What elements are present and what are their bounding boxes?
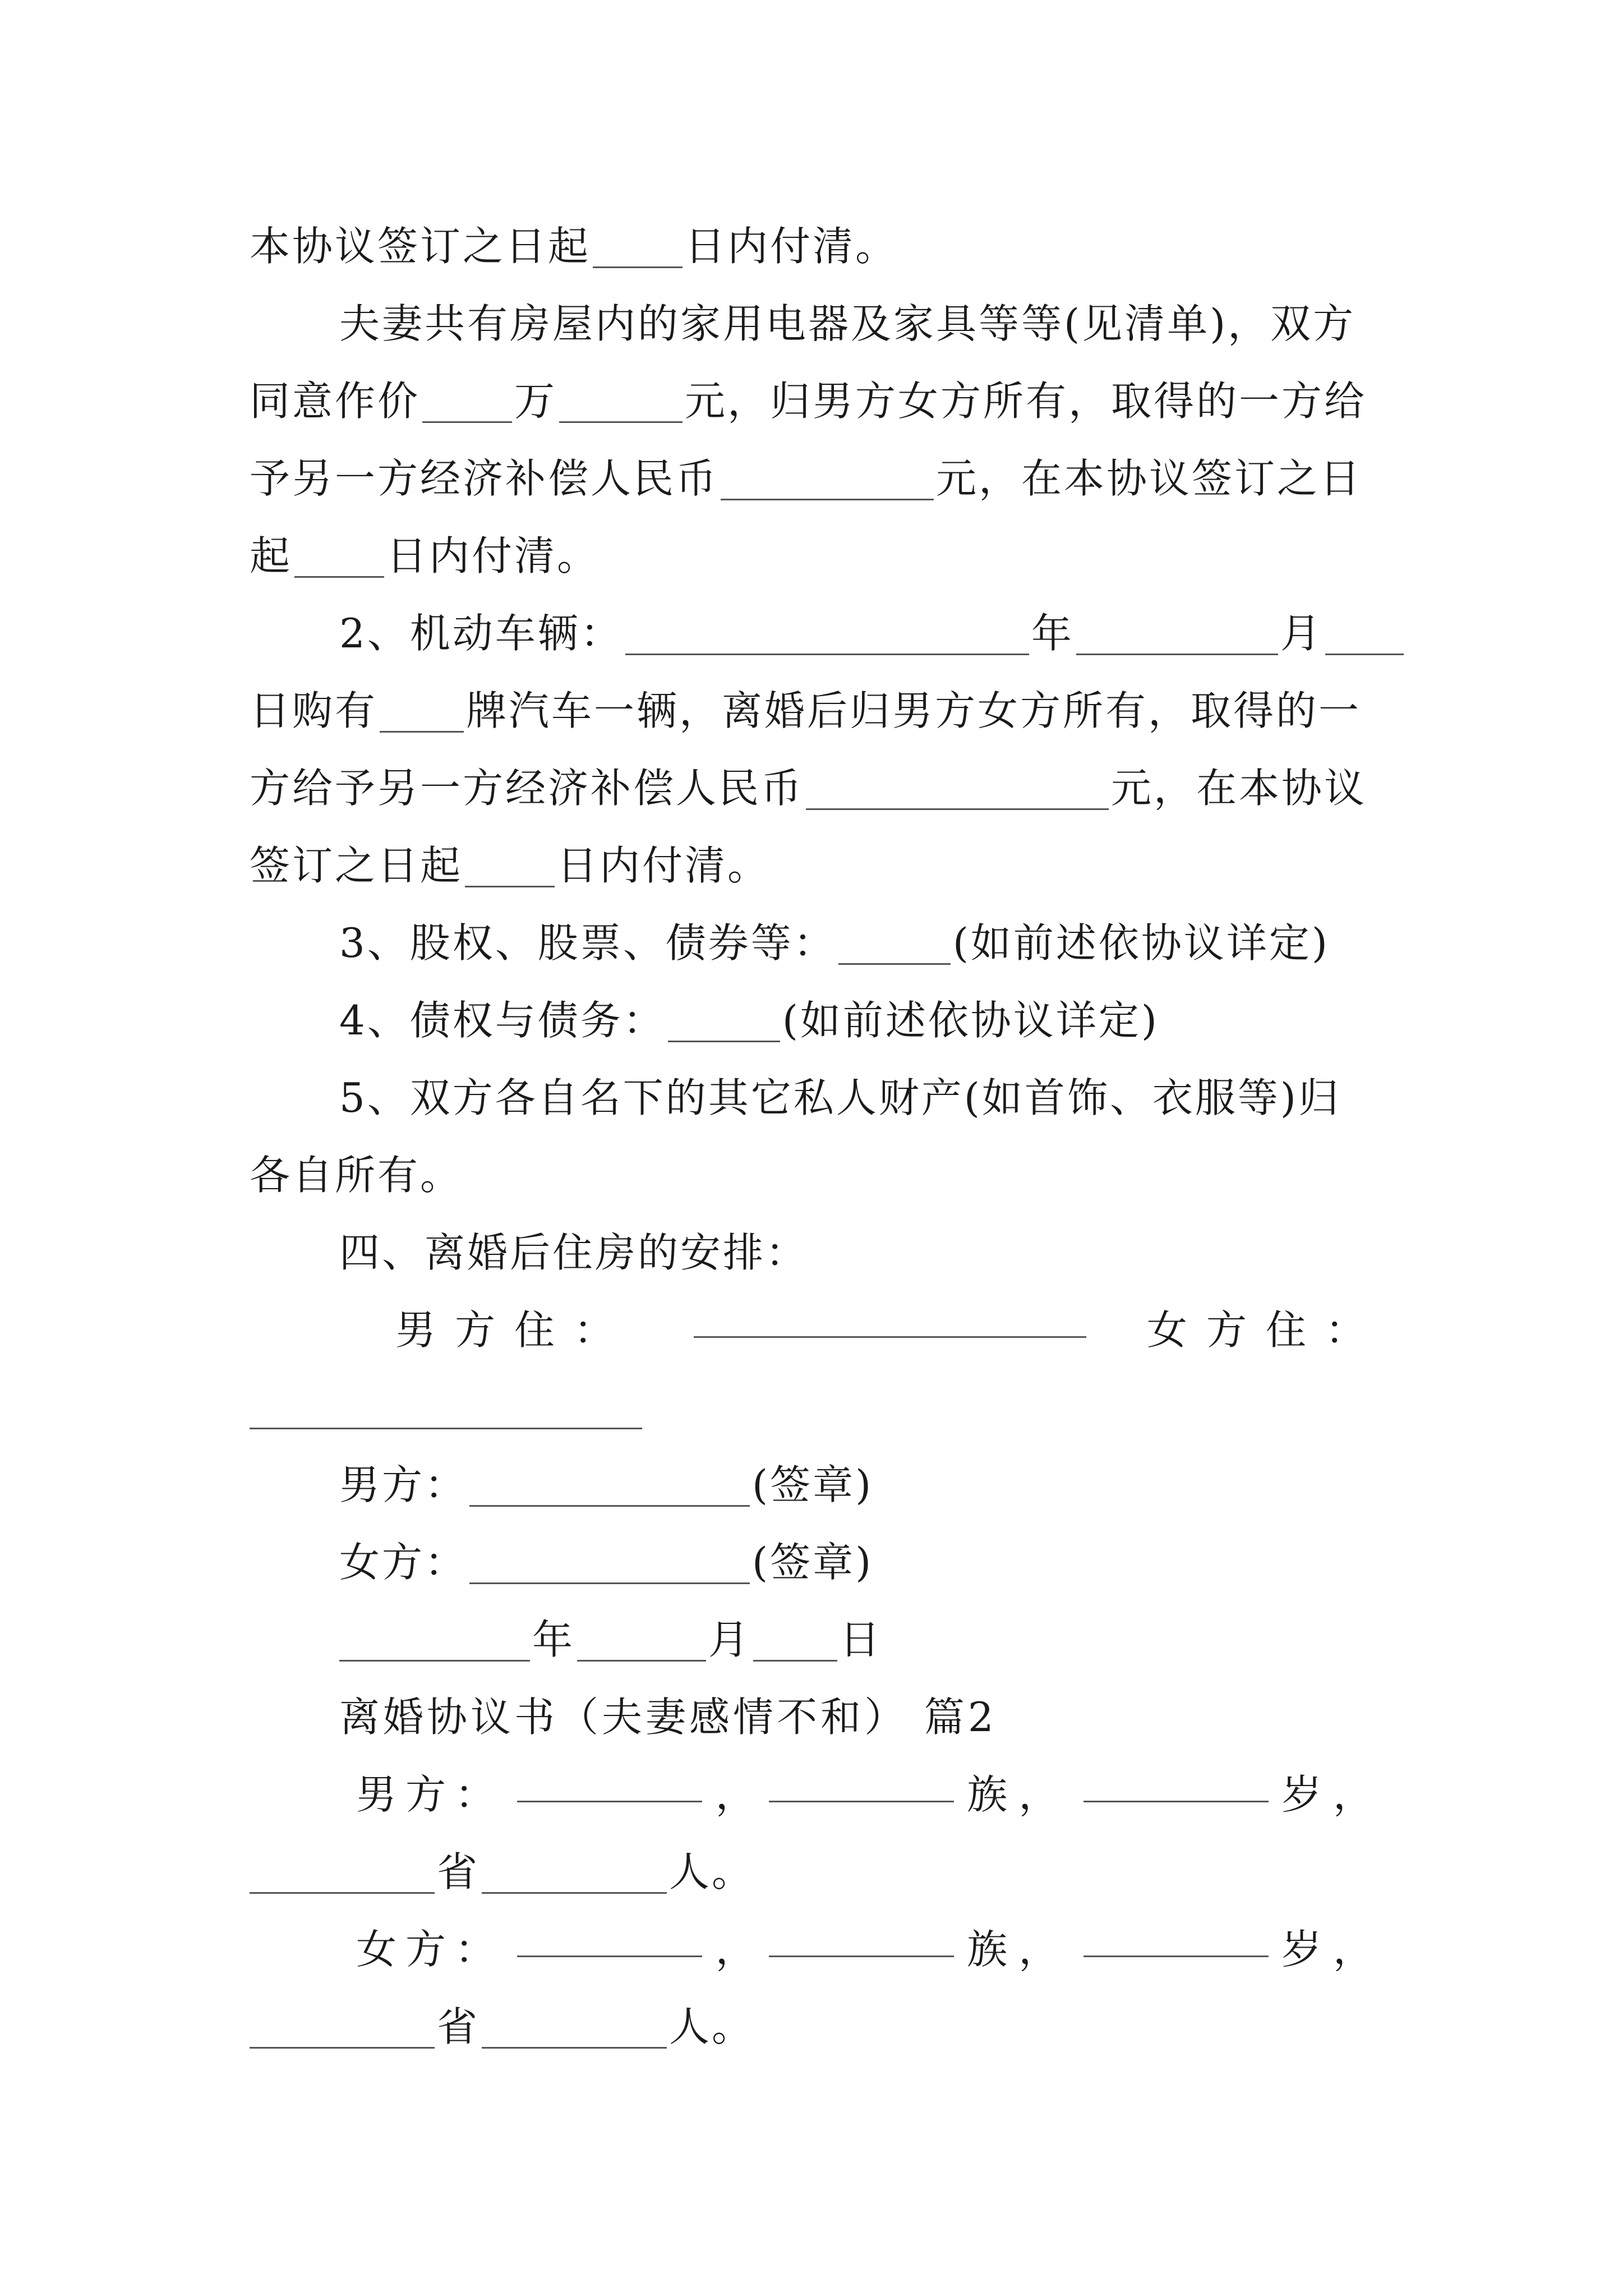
text-segment: 3、股权、股票、债券等： bbox=[339, 919, 836, 967]
female-housing-label: 女方住： bbox=[1146, 1306, 1385, 1354]
item-equity-line bbox=[250, 904, 1385, 982]
text-segment: 各自所有。 bbox=[250, 1152, 463, 1199]
fill-blank[interactable] bbox=[838, 918, 951, 965]
fill-blank[interactable] bbox=[559, 376, 683, 423]
item-private-property-line bbox=[250, 1137, 1385, 1214]
paragraph-appliances-line bbox=[250, 362, 1385, 440]
city-blank[interactable] bbox=[482, 1847, 667, 1894]
male-info-line-continued bbox=[250, 1833, 1385, 1911]
text-segment: 月 bbox=[1280, 610, 1323, 657]
text-segment: 本协议签订之日起 bbox=[250, 223, 591, 270]
date-line bbox=[250, 1601, 1385, 1678]
text-segment: 岁， bbox=[1281, 1926, 1385, 1973]
male-info-line bbox=[250, 1756, 1385, 1833]
text-segment: (签章) bbox=[752, 1461, 874, 1508]
ethnic-blank[interactable] bbox=[769, 1911, 954, 1957]
fill-blank[interactable] bbox=[380, 686, 464, 733]
signature-female-line bbox=[250, 1524, 1385, 1601]
text-segment: 同意作价 bbox=[250, 378, 421, 425]
housing-line bbox=[250, 1291, 1385, 1369]
city-blank[interactable] bbox=[482, 2002, 667, 2049]
text-segment: 年 bbox=[532, 1616, 575, 1663]
section-title bbox=[250, 1678, 1385, 1756]
text-segment: 起 bbox=[250, 532, 293, 579]
paragraph-appliances-line bbox=[250, 517, 1385, 595]
text-segment: (如前述依协议详定) bbox=[952, 919, 1330, 967]
signature-blank[interactable] bbox=[469, 1460, 750, 1507]
item-debt-line bbox=[250, 982, 1385, 1059]
text-segment: ， bbox=[715, 1771, 756, 1818]
text-segment: 离婚协议书（夫妻感情不和） 篇2 bbox=[339, 1694, 997, 1741]
signature-blank[interactable] bbox=[469, 1538, 750, 1584]
text-segment: 省 bbox=[437, 2003, 480, 2050]
housing-line-continued bbox=[250, 1369, 1385, 1446]
fill-blank[interactable] bbox=[1325, 609, 1404, 655]
name-blank[interactable] bbox=[517, 1756, 702, 1802]
text-segment: 岁， bbox=[1281, 1771, 1385, 1818]
fill-blank[interactable] bbox=[806, 763, 1109, 810]
text-segment: ， bbox=[715, 1926, 756, 1973]
text-segment: 2、机动车辆： bbox=[339, 610, 623, 657]
fill-blank[interactable] bbox=[668, 996, 780, 1042]
fill-blank[interactable] bbox=[422, 376, 512, 423]
text-segment: 四、离婚后住房的安排： bbox=[339, 1229, 809, 1276]
fill-blank[interactable] bbox=[1076, 609, 1278, 655]
fill-blank[interactable] bbox=[694, 1291, 1086, 1338]
year-blank[interactable] bbox=[339, 1615, 530, 1662]
female-info-line bbox=[250, 1911, 1385, 1988]
text-line bbox=[250, 208, 1385, 285]
text-segment: 族， bbox=[967, 1771, 1071, 1818]
text-segment: 方给予另一方经济补偿人民币 bbox=[250, 765, 804, 812]
text-segment: 元，在本协议 bbox=[1111, 765, 1367, 812]
ethnic-blank[interactable] bbox=[769, 1756, 954, 1802]
text-segment: 日内付清。 bbox=[685, 223, 898, 270]
text-segment: 日内付清。 bbox=[386, 532, 600, 579]
age-blank[interactable] bbox=[1083, 1911, 1269, 1957]
text-segment: 省 bbox=[437, 1848, 480, 1895]
text-segment: 男方： bbox=[339, 1461, 468, 1508]
text-segment: 元，归男方女方所有，取得的一方给 bbox=[685, 378, 1367, 425]
text-segment: 月 bbox=[708, 1616, 751, 1663]
month-blank[interactable] bbox=[577, 1615, 706, 1662]
text-segment: 元，在本协议签订之日 bbox=[936, 455, 1363, 502]
fill-blank[interactable] bbox=[250, 1383, 642, 1429]
day-blank[interactable] bbox=[753, 1615, 837, 1662]
text-segment: 日内付清。 bbox=[557, 842, 771, 889]
text-segment: 夫妻共有房屋内的家用电器及家具等等(见清单)，双方 bbox=[339, 300, 1356, 347]
text-segment: 日 bbox=[840, 1616, 883, 1663]
text-segment: 签订之日起 bbox=[250, 842, 463, 889]
text-segment: 5、双方各自名下的其它私人财产(如首饰、衣服等)归 bbox=[339, 1074, 1341, 1121]
province-blank[interactable] bbox=[250, 2002, 435, 2049]
paragraph-vehicle-line bbox=[250, 672, 1385, 749]
text-segment: 4、债权与债务： bbox=[339, 997, 666, 1044]
text-segment: (签章) bbox=[752, 1539, 874, 1586]
age-blank[interactable] bbox=[1083, 1756, 1269, 1802]
item-private-property-line bbox=[250, 1059, 1385, 1137]
text-segment: 予另一方经济补偿人民币 bbox=[250, 455, 719, 502]
female-label: 女方： bbox=[356, 1926, 505, 1973]
fill-blank[interactable] bbox=[625, 609, 1029, 655]
text-segment: (如前述依协议详定) bbox=[782, 997, 1159, 1044]
male-housing-label: 男方住： bbox=[395, 1306, 634, 1354]
text-segment: 族， bbox=[967, 1926, 1071, 1973]
text-segment: 人。 bbox=[669, 1848, 755, 1895]
text-segment: 日购有 bbox=[250, 687, 378, 734]
fill-blank[interactable] bbox=[294, 531, 384, 578]
male-label: 男方： bbox=[356, 1771, 505, 1818]
paragraph-appliances-line bbox=[250, 285, 1385, 362]
text-segment: 年 bbox=[1031, 610, 1074, 657]
paragraph-vehicle-line bbox=[250, 827, 1385, 904]
paragraph-vehicle-line bbox=[250, 595, 1385, 672]
text-segment: 女方： bbox=[339, 1539, 468, 1586]
fill-blank[interactable] bbox=[721, 454, 934, 500]
signature-male-line bbox=[250, 1446, 1385, 1524]
province-blank[interactable] bbox=[250, 1847, 435, 1894]
text-segment: 牌汽车一辆，离婚后归男方女方所有，取得的一 bbox=[466, 687, 1362, 734]
female-info-line-continued bbox=[250, 1988, 1385, 2065]
paragraph-vehicle-line bbox=[250, 749, 1385, 827]
section-heading bbox=[250, 1214, 1385, 1291]
text-segment: 人。 bbox=[669, 2003, 755, 2050]
name-blank[interactable] bbox=[517, 1911, 702, 1957]
text-segment: 万 bbox=[514, 378, 557, 425]
paragraph-appliances-line bbox=[250, 440, 1385, 517]
fill-blank[interactable] bbox=[593, 222, 683, 268]
fill-blank[interactable] bbox=[465, 841, 555, 887]
